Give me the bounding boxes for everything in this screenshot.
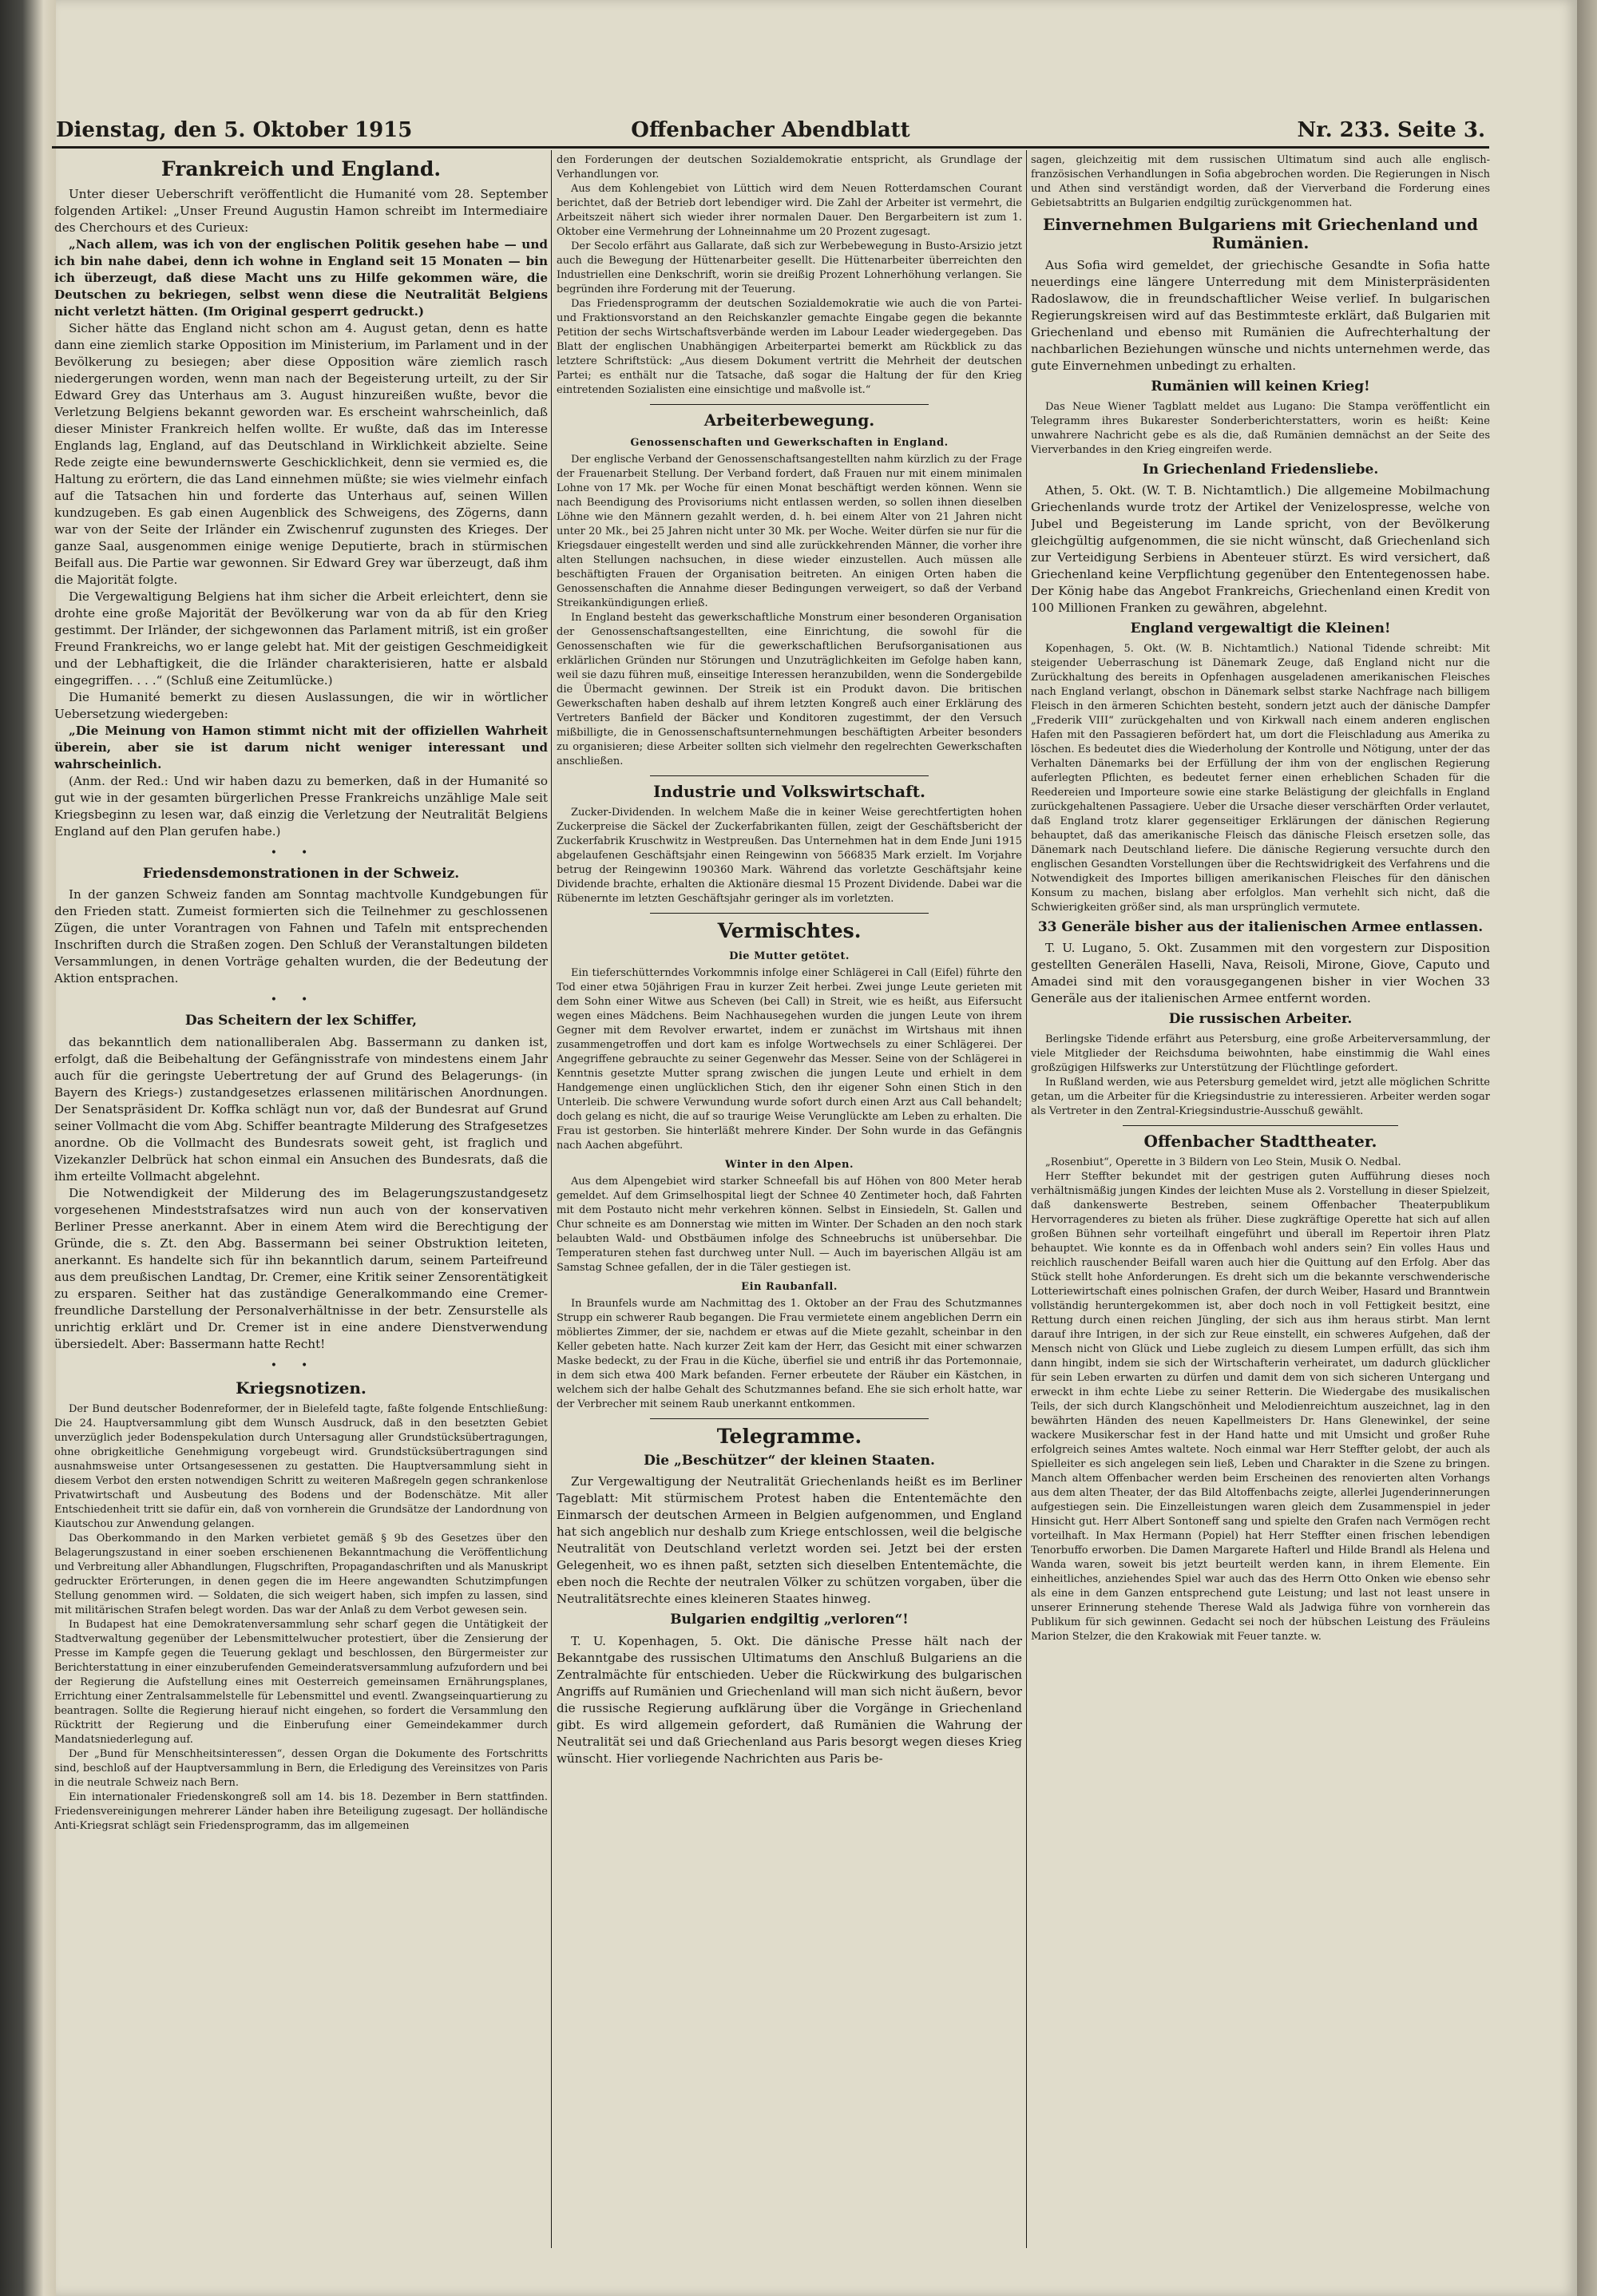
headline-lex-schiffer: Das Scheitern der lex Schiffer, xyxy=(184,1013,418,1029)
column-rule xyxy=(551,150,552,2248)
headline-england-kleinen: England vergewaltigt die Kleinen! xyxy=(1130,621,1391,637)
binding-edge xyxy=(0,0,56,2296)
paragraph: Aus dem Kohlengebiet von Lüttich wird dem Neuen Rotterdamschen Courant berichtet, daß der Betrieb dort lebendiger wird. Die Zahl der Arbeiter ist vermehrt, die Arbeitszeit nähert sich wieder ihrer normalen Dauer. Den Bergarbeitern ist zum 1. Oktober eine Vermehrung der Lohneinnahme um 20 Prozent zugesagt. xyxy=(557,183,1022,238)
paragraph: Der „Bund für Menschheitsinteressen“, dessen Organ die Dokumente des Fortschritts sind, beschloß auf der Hauptversammlung in Bern, die Erledigung des Vereinsitzes von Paris in die neutrale Schweiz nach Bern. xyxy=(54,1747,548,1789)
paragraph: In Braunfels wurde am Nachmittag des 1. Oktober an der Frau des Schutzmannes Strupp ein schwerer Raub begangen. Die Frau vermietete einem angeblichen Derrn ein möbliertes Zimmer, der sie, nachdem er etwas auf die Miete gezahlt, scheinbar in den Keller gebeten hatte. Nach kurzer Zeit kam der Herr, das Gesicht mit einer schwarzen Maske bedeckt, zu der Frau in die Küche, überfiel sie und entriß ihr das Portemonnaie, in dem sich etwa 400 Mark befanden. Ferner erbeutete der Räuber ein Kästchen, in welchem sich der halbe Gehalt des Schutzmannes befand. Ehe sie sich erholt hatte, war der Verbrecher mit seinem Raub unerkannt entkommen. xyxy=(557,1297,1022,1410)
paragraph: Der Secolo erfährt aus Gallarate, daß sich zur Werbebewegung in Busto-Arsizio jetzt auch die Bewegung der Hüttenarbeiter gesellt. Die Hüttenarbeiter überreichten den Industriellen eine Denkschrift, worin sie dreißig Prozent Lohnerhöhung verlangen. Sie begründen ihre Forderung mit der Teuerung. xyxy=(557,240,1022,295)
paragraph: den Forderungen der deutschen Sozialdemokratie entspricht, als Grundlage der Verhandlungen vor. xyxy=(557,154,1022,180)
paragraph: Unter dieser Ueberschrift veröffentlicht die Humanité vom 28. September folgenden Artikel: „Unser Freund Augustin Hamon schreibt im Intermediaire des Cherchours et des Curieux: xyxy=(54,186,548,235)
paragraph: T. U. Kopenhagen, 5. Okt. Die dänische Presse hält nach der Bekanntgabe des russischen Ultimatums den Anschluß Bulgariens an die Zentralmächte für entschieden. Ueber die Rückwirkung des bulgarischen Angriffs auf Rumänien und Griechenland will man sich nicht äußern, bevor die russische Regierung aufklärung über die Vorgänge in Griechenland gibt. Es wird allgemein gefordert, daß Rumänien die Wahrung der Neutralität sei und daß Griechenland aus Paris besorgt wegen dieses Krieg wünscht. Hier vorliegende Nachrichten aus Paris be- xyxy=(557,1633,1022,1766)
paragraph: Zucker-Dividenden. In welchem Maße die in keiner Weise gerechtfertigten hohen Zuckerpreise die Säckel der Zuckerfabrikanten füllen, zeigt der Geschäftsbericht der Zuckerfabrik Kruschwitz in Westpreußen. Das Unternehmen hat in dem Ende Juni 1915 abgelaufenen Geschäftsjahr einen Reingewinn von 566835 Mark erzielt. Im Vorjahre betrug der Reingewinn 190360 Mark. Während das vorletzte Geschäftsjahr keine Dividende brachte, erhalten die Aktionäre diesmal 15 Prozent Dividende. Dabei war die Rübenernte im letzten Geschäftsjahr geringer als im vorletzten. xyxy=(557,807,1022,905)
headline-griechenland: In Griechenland Friedensliebe. xyxy=(1142,461,1379,478)
paragraph: sagen, gleichzeitig mit dem russischen Ultimatum sind auch alle englisch-französischen Verhandlungen in Sofia abgebrochen worden. Die Regierungen in Nisch und Athen sind verständigt worden, daß der Vierverband die Forderung eines Gebietsabtritts an Bulgarien endgiltig zurückgenommen hat. xyxy=(1031,154,1490,209)
column-1 xyxy=(54,153,548,2248)
headline-arbeiterbewegung: Arbeiterbewegung. xyxy=(703,410,875,430)
divider xyxy=(650,1418,929,1419)
divider xyxy=(650,404,929,405)
paragraph: Herr Steffter bekundet mit der gestrigen guten Aufführung dieses noch verhältnismäßig jungen Kindes der leichten Muse als 2. Vorstellung in dieser Spielzeit, daß dankenswerte Bestreben, seinem Offenbacher Theaterpublikum Hervorragenderes zu bieten als früher. Diese zugkräftige Operette hat sich auf allen großen Bühnen sehr vorteilhaft eingeführt und überall im Repertoir ihren Platz behauptet. Wie konnte es da in Offenbach wohl anders sein? Ein volles Haus und reichlich rauschender Beifall waren auch hier die Quittung auf den Erfolg. Aber das Stück stellt hohe Anforderungen. Es dreht sich um die bekannte verschwenderische Lotteriewirtschaft eines polnischen Grafen, der durch Weiber, Hasard und Branntwein vollständig heruntergekommen ist, aber doch noch in voll Fettigkeit besitzt, eine Rettung durch einen reichen Jüngling, der sich aus ihm heraus stirbt. Man lernt darauf ihre Intrigen, in der sich zur Reue einstellt, ein schweres Aufgehen, daß der Mensch nicht von Glück und Liebe zugleich zu diesem Lumpen erfüllt, das sich ihm dann hingibt, indem sie sich der Wirtschafterin verheiratet, um dadurch glücklicher für sein Leben erwarten zu dürfen und damit dem von sich sicheren Untergang und erweckt in ihm echte Liebe zu seiner Retterin. Die Wiedergabe des musikalischen Teils, der sich durch Klangschönheit und Melodienreichtum auszeichnet, lag in den bewährten Händen des neuen Kapellmeisters Dr. Hans Glenewinkel, der seine wackere Musikerschar fest in der Hand hatte und mit Umsicht und großer Ruhe erfolgreich seines Amtes waltete. Noch einmal war Herr Steffter gelobt, der auch als Spielleiter es sich angelegen sein ließ, Leben und Charakter in die Szene zu bringen. Manch altem Offenbacher werden beim Erscheinen des renovierten alten Vorhangs aus dem alten Theater, der das Bild Altoffenbachs zeigte, allerlei Jugenderinnerungen aufgestiegen sein. Die Einzelleistungen waren gleich dem Zusammenspiel in jeder Hinsicht gut. Herr Albert Sontoneff sang und spielte den Grafen nach Vermögen recht vorteilhaft. In Max Hermann (Popiel) hat Herr Steffter einen frischen lebendigen Tenorbuffo erworben. Die Damen Margarete Hafterl und Hilde Brandl als Helena und Wanda waren, soweit bis jetzt beurteilt werden kann, in ihrem Elemente. Ein einheitliches, anziehendes Spiel war auch das des Herrn Otto Onken wie ebenso sehr als eine in dem Ganzen entsprechend gute Leistung; und last not least unsere in unserer Erinnerung stehende Therese Wald als Jadwiga führe von vornherein das Publikum für sich gewinnen. Gedacht sei noch der hübschen Leistung des Fräuleins Marion Stelzer, die den Krakowiak mit Feuer tanzte. w. xyxy=(1031,1170,1490,1643)
headline-rumaenien: Rumänien will keinen Krieg! xyxy=(1151,379,1370,395)
paragraph: Zur Vergewaltigung der Neutralität Griechenlands heißt es im Berliner Tageblatt: Mit stürmischem Protest haben die Ententemächte den Einmarsch der deutschen Armeen in Belgien aufgenommen, und England hat sich angeblich nur deshalb zum Kriege entschlossen, weil die belgische Neutralität von Deutschland verletzt worden sei. Jetzt bei der ersten Gelegenheit, wo es ihnen paßt, setzten sich dieselben Ententemächte, die eben noch die Rechte der neutralen Völker zu schützen vorgaben, über die Neutralitätsrechte eines kleineren Staates hinweg. xyxy=(557,1474,1022,1607)
paragraph: Aus dem Alpengebiet wird starker Schneefall bis auf Höhen von 800 Meter herab gemeldet. Auf dem Grimselhospital liegt der Schnee 40 Zentimeter hoch, daß Fahrten mit dem Postauto nicht mehr verkehren können. Selbst in Einsiedeln, St. Gallen und Chur schneite es am Donnerstag wie mitten im Winter. Der Schaden an den noch stark belaubten Wald- und Obstbäumen infolge des Schneebruchs ist unübersehbar. Die Temperaturen stehen fast durchweg unter Null. — Auch im bayerischen Allgäu ist am Samstag Schnee gefallen, der in die Täler gestiegen ist. xyxy=(557,1175,1022,1274)
paragraph: „Nach allem, was ich von der englischen Politik gesehen habe — und ich bin nahe dabei, denn ich wohne in England seit 15 Monaten — bin ich überzeugt, daß diese Macht uns zu Hilfe gekommen wäre, die Deutschen zu bekriegen, selbst wenn diese die Neutralität Belgiens nicht verletzt hätten. (Im Original gesperrt gedruckt.) xyxy=(54,236,548,319)
paragraph: In England besteht das gewerkschaftliche Monstrum einer besonderen Organisation der Genossenschaftsangestellten, eine Einrichtung, die sowohl für die Genossenschaften wie für die gewerkschaftlichen Berufsorganisationen aus erklärlichen Gründen nur Störungen und Unzuträglichkeiten im Gefolge haben kann, weil sie dazu führen muß, einseitige Interessen heranzubilden, wenn die Sondergebilde die Übermacht gewinnen. Der Streik ist ein Produkt davon. Die britischen Gewerkschaften haben deshalb auf ihrem letzten Kongreß auch einer Erklärung des Vertreters Banfield der Bäcker und Konditoren zugestimmt, der den Versuch mißbilligte, die in Genossenschaftsunternehmungen beschäftigten Arbeiter besonders zu organisieren; diese Arbeiter sollten sich vielmehr den regelrechten Gewerkschaften anschließen. xyxy=(557,612,1022,767)
paragraph: Kopenhagen, 5. Okt. (W. B. Nichtamtlich.) National Tidende schreibt: Mit steigender Ueberraschung ist Dänemark Zeuge, daß England nicht nur die Zurückhaltung des bereits in Opfenhagen ausgeladenen amerikanischen Fleisches nach England verlangt, obschon in Dänemark selbst starke Nachfrage nach billigem Fleisch in den ärmeren Schichten besteht, sondern jetzt auch der dänische Dampfer „Frederik VIII“ zurückgehalten und von Kirkwall nach einem anderen englischen Hafen mit den Passagieren befördert hat, um dort die Fleischladung aus Amerika zu löschen. Es bedeutet dies die Wiederholung der Kontrolle und Nötigung, unter der das Verhalten Dänemarks bei der Erfüllung der ihm von der englischen Regierung auferlegten Pflichten, es bedeutet ferner einen erheblichen Schaden für die Reedereien und Importeure sowie eine starke Belästigung der gleichfalls in England zurückgehaltenen Passagiere. Ueber die Ursache dieser verschärften Order verlautet, daß England trotz klarer gegenseitiger Erklärungen der dänischen Regierung behauptet, daß das amerikanische Fleisch das dänische Fleisch ersetzen solle, das Dänemark nach Deutschland liefere. Die dänische Regierung versuchte durch den englischen Gesandten Vorstellungen über die Rechtswidrigkeit des Verfahrens und die Notwendigkeit des Importes billigen amerikanischen Fleisches für den dänischen Konsum zu machen, bislang aber erfolglos. Man verhehlt sich nicht, daß die Schwierigkeiten größer sind, als man ursprünglich vermutete. xyxy=(1031,642,1490,914)
paragraph: Aus Sofia wird gemeldet, der griechische Gesandte in Sofia hatte neuerdings eine längere Unterredung mit dem Ministerpräsidenten Radoslawow, die in freundschaftlicher Weise verlief. In bulgarischen Regierungskreisen wird auf das Bestimmteste erklärt, daß Bulgarien mit Griechenland und ebenso mit Rumänien die Aufrechterhaltung der nachbarlichen Beziehungen wünsche und nichts unternehmen werde, das gute Einvernehmen unbedingt zu erhalten. xyxy=(1031,258,1490,373)
subheadline: Die Mutter getötet. xyxy=(729,950,850,962)
headline-kriegsnotizen: Kriegsnotizen. xyxy=(236,1378,367,1398)
paragraph: Ein internationaler Friedenskongreß soll am 14. bis 18. Dezember in Bern stattfinden. Friedensvereinigungen mehrerer Länder haben ihre Beteiligung zugesagt. Der holländische Anti-Kriegsrat schlägt sein Friedensprogramm, das im allgemeinen xyxy=(54,1790,548,1832)
paragraph: das bekanntlich dem nationalliberalen Abg. Bassermann zu danken ist, erfolgt, daß die Beibehaltung der Gefängnisstrafe von mindestens einem Jahr auch für die geringste Uebertretung der auf Grund des Belagerungs- (in Bayern des Kriegs-) zustandgesetzes erlassenen militärischen Anordnungen. Der Senatspräsident Dr. Koffka schlägt nun vor, daß der Bundesrat auf Grund seiner Vollmacht die vom Abg. Schiffer beantragte Milderung des Strafgesetzes anordne. Ob die Vollmacht des Bundesrats soweit geht, ist fraglich und Vizekanzler Delbrück hat schon einmal ein Ansuchen des Bundesrats, daß die ihm erteilte Vollmacht abgelehnt. xyxy=(54,1034,548,1184)
paragraph: Das Friedensprogramm der deutschen Sozialdemokratie wie auch die von Partei- und Fraktionsvorstand an den Reichskanzler gemachte Eingabe gegen die bekannte Petition der sechs Wirtschaftsverbände werden im Labour Leader wiedergegeben. Das Blatt der englischen Unabhängigen Arbeiterpartei bemerkt am Rückblick zu das letztere Schriftstück: „Aus diesem Dokument vertritt die Mehrheit der deutschen Partei; es enthält nur die Tatsache, daß sogar die Haltung der für den Krieg eintretenden Sozialisten eine einsichtige und maßvolle ist.“ xyxy=(557,298,1022,396)
headline-beschuetzer: Die „Beschützer“ der kleinen Staaten. xyxy=(644,1452,935,1469)
paragraph: Das Neue Wiener Tagblatt meldet aus Lugano: Die Stampa veröffentlicht ein Telegramm ihres Bukarester Sonderberichterstatters, worin es heißt: Keine unwahrere Nachricht gebe es als die, daß Rumänien demnächst an der Seite des Vierverbandes in den Krieg eingreifen werde. xyxy=(1031,400,1490,456)
paragraph: Der Bund deutscher Bodenreformer, der in Bielefeld tagte, faßte folgende Entschließung: Die 24. Hauptversammlung gibt dem Wunsch Ausdruck, daß in den besetzten Gebiet unverzüglich jeder Bodenspekulation durch Untersagung aller Grundstücksübertragungen, ohne obrigkeitliche Genehmigung vorgebeugt wird. Grundstücksübertragungen sind ausnahmsweise unter Ortsangesessenen zu gestatten. Die Hauptversammlung sieht in diesem Verbot den ersten notwendigen Schritt zu weiteren Maßregeln gegen schrankenlose Privatwirtschaft und Ausbeutung des Bodens und der Bodenschätze. Mit aller Entschiedenheit tritt sie dafür ein, daß von vornherein die Grundsätze der Landordnung von Kiautschou zur Anwendung gelangen. xyxy=(54,1402,548,1530)
newspaper-title: Offenbacher Abendblatt xyxy=(631,118,910,142)
headline-generale: 33 Generäle bisher aus der italienischen Armee entlassen. xyxy=(1037,918,1484,935)
issue-date: Dienstag, den 5. Oktober 1915 xyxy=(56,118,413,142)
paragraph: Die Notwendigkeit der Milderung des im Belagerungszustandgesetz vorgesehenen Mindeststrafsatzes wird nun auch von der konservativen Berliner Presse anerkannt. Aber in einem Atem wird die Berechtigung der Gründe, die s. Zt. den Abg. Bassermann bei seiner Obstruktion leiteten, anerkannt. Es handelte sich für ihn bekanntlich darum, seinem Parteifreund aus dem preußischen Landtag, Dr. Cremer, eine Kritik seiner Zensorentätigkeit zu ersparen. Seither hat das zuständige Generalkommando eine Cremer-freundliche Darstellung der Personalverhältnisse in der betr. Zensurstelle als unrichtig erklärt und Dr. Cremer ist in eine andere Dienstverwendung übersiedelt. Aber: Bassermann hatte Recht! xyxy=(54,1185,548,1351)
headline-friedensdemonstrationen: Friedensdemonstrationen in der Schweiz. xyxy=(142,865,460,882)
divider: •• xyxy=(270,1358,332,1372)
paragraph: T. U. Lugano, 5. Okt. Zusammen mit den vorgestern zur Disposition gestellten Generälen Haselli, Nava, Reisoli, Mirone, Giove, Caputo und Amadei sind mit den vorausgegangenen bisher in vier Wochen 33 Generäle aus der italienischen Armee entfernt worden. xyxy=(1031,941,1490,1006)
paragraph: (Anm. der Red.: Und wir haben dazu zu bemerken, daß in der Humanité so gut wie in der gesamten bürgerlichen Presse Frankreichs unzählige Male seit Kriegsbeginn zu lesen war, daß einzig die Verletzung der Neutralität Belgiens England auf den Plan gerufen habe.) xyxy=(54,773,548,839)
paragraph: Der englische Verband der Genossenschaftsangestellten nahm kürzlich zu der Frage der Frauenarbeit Stellung. Der Verband fordert, daß Frauen nur mit einem minimalen Lohne von 17 Mk. per Woche für einen Monat beschäftigt werden können. Wenn sie nach Beendigung des Provisoriums nicht entlassen werden, so sollen ihnen dieselben Löhne wie den Männern gezahlt werden, d. h. bei einem Alter von 21 Jahren nicht unter 20 Mk., bei 25 Jahren nicht unter 30 Mk. per Woche. Weiter dürfen sie nur für die Kriegsdauer eingestellt werden und sind alle zurückkehrenden Männer, die vorher ihre alten Stellungen nachsuchen, in diese wieder einzustellen. Auch müssen alle beschäftigten Frauen der Organisation beitreten. An einigen Orten haben die Genossenschaften die Annahme dieser Bedingungen verweigert, so daß der Verband Streikankündigungen erließ. xyxy=(557,454,1022,609)
issue-number: Nr. 233. Seite 3. xyxy=(1297,118,1485,142)
subheadline: Genossenschaften und Gewerkschaften in England. xyxy=(630,437,949,449)
paragraph: In Rußland werden, wie aus Petersburg gemeldet wird, jetzt alle möglichen Schritte getan, um die Arbeiter für die Kriegsindustrie zu interessieren. Arbeiter werden sogar als Vertreter in den Zentral-Kriegsindustrie-Ausschuß gewählt. xyxy=(1031,1076,1490,1117)
paragraph: Berlingske Tidende erfährt aus Petersburg, eine große Arbeiterversammlung, der viele Mitglieder der Reichsduma beiwohnten, habe einstimmig die Wahl eines großzügigen Hilfswerks zur Unterstützung der Flüchtlinge gefordert. xyxy=(1031,1033,1490,1074)
paragraph: In Budapest hat eine Demokratenversammlung sehr scharf gegen die Untätigkeit der Stadtverwaltung gegenüber der Lebensmittelwucher protestiert, über die Zensierung der Presse im Kampfe gegen die Teuerung geklagt und beschlossen, den Bürgermeister zur Berichterstattung in einer einzuberufenden Gemeinderatsversammlung aufzufordern und bei der Regierung die Aufstellung eines mit Oesterreich gemeinsamen Ernährungsplanes, Errichtung einer Zentralsammelstelle für Lebensmittel und eventl. Zwangseinquartierung zu beantragen. Sollte die Regierung hierauf nicht eingehen, so fordert die Versammlung den Rücktritt der Regierung und die Einberufung einer Gemeindekammer durch Mandatsniederlegung auf. xyxy=(54,1618,548,1746)
paragraph: In der ganzen Schweiz fanden am Sonntag machtvolle Kundgebungen für den Frieden statt. Zumeist formierten sich die Teilnehmer zu geschlossenen Zügen, die unter Vorantragen von Fahnen und Tafeln mit entsprechenden Inschriften durch die Straßen zogen. Den Schluß der Veranstaltungen bildeten Versammlungen, in denen Vorträge gehalten wurden, die der Bedeutung der Aktion entsprachen. xyxy=(54,887,548,986)
paragraph: Die Vergewaltigung Belgiens hat ihm sicher die Arbeit erleichtert, denn sie drohte eine große Majorität der Bevölkerung war von da ab für den Krieg gestimmt. Der Irländer, der sichgewonnen das Parlament mitriß, ist ein großer Freund Frankreichs, wo er lange gelebt hat. Mit der geistigen Geschmeidigkeit und der Lebhaftigkeit, die die Irländer charakterisieren, hatte er alsbald eingegriffen. . . .“ (Schluß eine Zeitumlücke.) xyxy=(54,589,548,688)
divider: •• xyxy=(270,993,332,1007)
column-2 xyxy=(557,153,1022,2248)
paragraph: „Die Meinung von Hamon stimmt nicht mit der offiziellen Wahrheit überein, aber sie ist darum nicht weniger interessant und wahrscheinlich. xyxy=(54,723,548,771)
masthead-rule xyxy=(52,146,1489,149)
divider xyxy=(1123,1125,1398,1126)
paragraph: Das Oberkommando in den Marken verbietet gemäß § 9b des Gesetzes über den Belagerungszustand in einer soeben erschienenen Bekanntmachung die Veröffentlichung und Verbreitung aller Abhandlungen, Flugschriften, Propagandaschriften und als Manuskript gedruckter Erörterungen, in denen gegen die im Heere angewandten Schutzimpfungen Stellung genommen wird. — Soldaten, die sich weigert haben, sich impfen zu lassen, sind mit militärischen Strafen belegt worden. Das war der Anlaß zu dem Verbot gewesen sein. xyxy=(54,1532,548,1616)
divider xyxy=(650,775,929,776)
divider xyxy=(650,913,929,914)
headline-einvernehmen: Einvernehmen Bulgariens mit Griechenland und Rumänien. xyxy=(1042,215,1479,252)
masthead xyxy=(56,118,1485,150)
headline-stadttheater: Offenbacher Stadttheater. xyxy=(1143,1131,1377,1151)
headline-frankreich-england: Frankreich und England. xyxy=(160,157,442,180)
page-edge xyxy=(1577,0,1597,2296)
paragraph: „Rosenbiut“, Operette in 3 Bildern von Leo Stein, Musik O. Nedbal. xyxy=(1045,1156,1401,1168)
paragraph: Die Humanité bemerkt zu diesen Auslassungen, die wir in wörtlicher Uebersetzung wiedergeben: xyxy=(54,689,548,721)
column-rule xyxy=(1026,150,1027,2248)
headline-bulgarien: Bulgarien endgiltig „verloren“! xyxy=(670,1612,909,1628)
subheadline: Winter in den Alpen. xyxy=(724,1158,854,1171)
headline-vermischtes: Vermischtes. xyxy=(717,919,862,942)
headline-telegramme: Telegramme. xyxy=(716,1424,862,1448)
paragraph: Ein tieferschütterndes Vorkommnis infolge einer Schlägerei in Call (Eifel) führte den Tod einer etwa 50jährigen Frau in kurzer Zeit herbei. Zwei junge Leute gerieten mit dem Sohn einer Witwe aus Scheven (bei Call) in Streit, wie es heißt, aus Eifersucht wegen eines Mädchens. Beim Nachhausegehen wurden die jungen Leute von ihrem Gegner mit dem Revolver erwartet, indem er zunächst im Wirtshaus mit ihnen zusammengetroffen und dort kam es infolge Wortwechsels zu einer Schlägerei. Der Angegriffene gebrauchte zu seiner Gegenwehr das Messer. Seine von der Schlägerei in Kenntnis gesetzte Mutter sprang zwischen die jungen Leute und erhielt in dem Handgemenge einen unglücklichen Stich, den ihr eigener Sohn einen Stich in den Unterleib. Die schwere Verwundung wurde sofort durch einen Arzt aus Call behandelt; doch gelang es nicht, die auf so traurige Weise Verunglückte am Leben zu erhalten. Die Frau ist gestorben. Sie hinterläßt mehrere Kinder. Der Sohn wurde in das Gefängnis nach Aachen abgeführt. xyxy=(557,966,1022,1152)
subheadline: Ein Raubanfall. xyxy=(741,1280,838,1293)
column-3 xyxy=(1031,153,1490,2248)
paragraph: Sicher hätte das England nicht schon am 4. August getan, denn es hatte dann eine ziemlich starke Opposition im Ministerium, im Parlament und in der Bevölkerung zu besiegen; aber diese Opposition wäre ziemlich rasch niedergerungen worden, wenn man nach der Begeisterung urteilt, zu der Sir Edward Grey das Unterhaus am 3. August hinzureißen wußte, bevor die Verletzung Belgiens bekannt geworden war. Es erscheint wahrscheinlich, daß dieser Minister Frankreich helfen wollte. Er wußte, daß das im Interesse Englands lag, England, auf das Deutschland in Wirklichkeit abzielte. Seine Rede zeigte eine bewundernswerte Geschicklichkeit, denn sie vermied es, die Haltung zu erörtern, die das Land einnehmen müßte; sie wies vielmehr einfach auf die Tatsachen hin und forderte das Unterhaus auf, seinen Willen kundzugeben. Es gab einen Augenblick des Schweigens, des Zögerns, dann war von der Seite der Irländer ein Zwischenruf zugunsten des Krieges. Der ganze Saal, ausgenommen einige wenige Deputierte, brach in stürmischen Beifall aus. Die Partie war gewonnen. Sir Edward Grey war überzeugt, daß ihm die Majorität folgte. xyxy=(54,320,548,587)
paragraph: Athen, 5. Okt. (W. T. B. Nichtamtlich.) Die allgemeine Mobilmachung Griechenlands wurde trotz der Artikel der Venizelospresse, welche von Jubel und Begeisterung im Lande spricht, von der Bevölkerung gleichgültig aufgenommen, die sie nicht wünscht, daß Griechenland sich zur Verteidigung Serbiens in Abenteuer stürzt. Es wird versichert, daß Griechenland keine Verpflichtung gegenüber den Ententegenossen habe. Der König habe das Angebot Frankreichs, Griechenland einen Kredit von 100 Millionen Franken zu gewähren, abgelehnt. xyxy=(1031,483,1490,616)
divider: •• xyxy=(270,846,332,859)
headline-russische-arbeiter: Die russischen Arbeiter. xyxy=(1168,1011,1353,1028)
headline-industrie: Industrie und Volkswirtschaft. xyxy=(653,782,925,801)
